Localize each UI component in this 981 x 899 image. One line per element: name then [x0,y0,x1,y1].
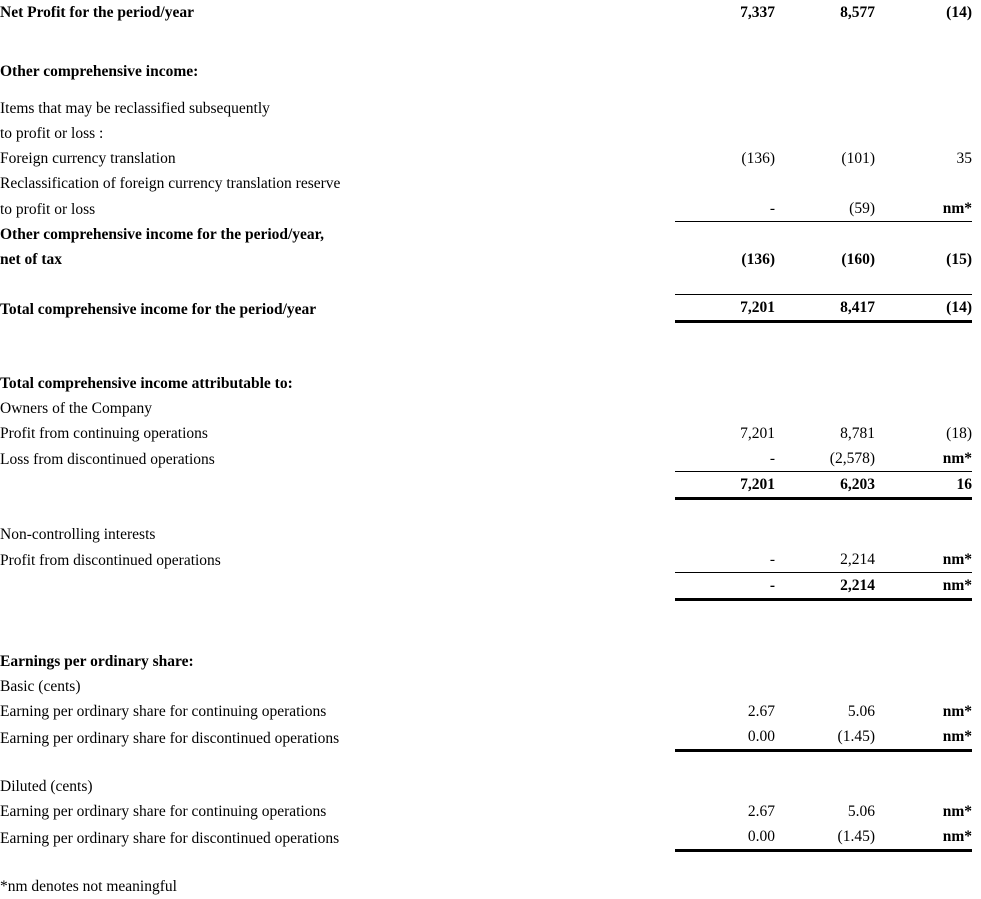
row-value-col1: 2.67 [747,703,775,720]
row-tail [972,724,981,751]
spacer-row [0,600,981,650]
table-row-basic-continuing [0,699,981,724]
row-label: Total comprehensive income attributable to: [0,375,293,392]
row-value-col2 [775,121,875,146]
spacer-cell [875,600,972,650]
row-label: Non-controlling interests [0,526,156,543]
row-tail [972,674,981,699]
row-tail [972,799,981,824]
row-label: Profit from discontinued operations [0,551,221,569]
row-value-col1 [675,59,775,84]
row-value-col1 [675,774,775,799]
table-row-oci-total-1 [0,222,981,248]
row-value-col1: 0.00 [675,724,775,751]
row-value-col1 [675,371,775,396]
row-value-col1 [675,874,775,899]
row-value-col1: - [675,196,775,222]
row-label: Other comprehensive income for the period/year, [0,226,325,243]
table-row-diluted-discontinued [0,824,981,851]
row-value-col2 [775,522,875,547]
table-row-oci-total-2 [0,247,981,272]
table-row-eps-heading [0,649,981,674]
spacer-cell [875,851,972,875]
spacer-cell [675,751,775,775]
row-value-col3: nm* [875,724,972,751]
spacer-cell [675,25,775,59]
row-tail [972,96,981,121]
table-row-footnote [0,874,981,899]
table-row-reclassification-1 [0,171,981,196]
spacer-cell [0,322,675,372]
spacer-cell [972,84,981,96]
table-row-owners-of-company [0,396,981,421]
row-value-col3: nm* [942,703,972,720]
row-tail [972,371,981,396]
spacer-cell [675,272,775,295]
row-label: Diluted (cents) [0,778,93,795]
row-tail [972,824,981,851]
row-label: to profit or loss : [0,125,104,142]
row-tail [972,121,981,146]
spacer-cell [675,851,775,875]
spacer-cell [972,751,981,775]
table-row-diluted-continuing [0,799,981,824]
row-value-col2: (59) [775,196,875,222]
row-value-col3: nm* [942,803,972,820]
row-value-col3 [875,396,972,421]
row-value-col1: - [675,573,775,600]
row-value-col1 [675,522,775,547]
row-value-col3 [875,874,972,899]
spacer-row [0,499,981,523]
row-value-col2 [775,171,875,196]
row-value-col2 [775,59,875,84]
row-value-col2: (2,578) [775,446,875,472]
row-value-col3 [875,222,972,248]
row-tail [972,699,981,724]
row-value-col3 [875,522,972,547]
table-row-diluted-heading [0,774,981,799]
spacer-row [0,322,981,372]
row-value-col2 [775,774,875,799]
row-value-col1: 0.00 [675,824,775,851]
row-value-col3: nm* [875,196,972,222]
spacer-cell [675,84,775,96]
row-value-col1 [675,674,775,699]
spacer-cell [0,600,675,650]
spacer-cell [775,25,875,59]
row-value-col2 [775,96,875,121]
row-tail [972,0,981,25]
row-value-col1 [675,222,775,248]
spacer-cell [775,272,875,295]
spacer-row [0,272,981,295]
row-value-col2 [775,371,875,396]
spacer-cell [875,272,972,295]
row-value-col2 [775,396,875,421]
table-row-owners-loss-discontinued [0,446,981,472]
spacer-cell [0,84,675,96]
row-label: Total comprehensive income for the period/year [0,300,317,318]
spacer-cell [0,272,675,295]
row-label: Foreign currency translation [0,150,176,167]
row-value-col3 [875,649,972,674]
row-value-col1 [675,121,775,146]
row-tail [972,196,981,222]
row-value-col3: (15) [946,251,972,268]
table-row-nci-subtotal [0,573,981,600]
row-tail [972,573,981,600]
row-value-col3 [875,96,972,121]
row-value-col2 [775,674,875,699]
row-tail [972,171,981,196]
spacer-cell [0,499,675,523]
row-value-col1: - [675,547,775,573]
row-value-col2: (101) [841,150,875,167]
table-row-total-comprehensive-income [0,295,981,322]
row-value-col2 [775,649,875,674]
spacer-cell [875,84,972,96]
row-tail [972,421,981,446]
row-label: Owners of the Company [0,400,152,417]
row-tail [972,59,981,84]
spacer-cell [875,25,972,59]
table-row-owners-subtotal [0,472,981,499]
spacer-cell [675,499,775,523]
row-value-col2 [775,874,875,899]
spacer-cell [0,751,675,775]
row-label: Earnings per ordinary share: [0,653,194,670]
row-label: net of tax [0,251,62,268]
spacer-cell [0,25,675,59]
row-value-col3 [875,121,972,146]
row-value-col3 [875,674,972,699]
row-label: Items that may be reclassified subsequently [0,100,270,117]
row-value-col1 [675,649,775,674]
spacer-cell [875,322,972,372]
row-value-col1: 7,201 [675,472,775,499]
table-row-reclassification-2 [0,196,981,222]
row-value-col3: (14) [875,295,972,322]
row-value-col2: 5.06 [847,703,875,720]
row-label: Basic (cents) [0,678,81,695]
spacer-row [0,84,981,96]
row-value-col1: 7,201 [675,295,775,322]
row-value-col3: 16 [875,472,972,499]
spacer-cell [972,322,981,372]
table-row-owners-profit-continuing [0,421,981,446]
table-row-oci-heading [0,59,981,84]
row-label: Other comprehensive income: [0,63,199,80]
row-label: to profit or loss [0,200,96,218]
row-tail [972,522,981,547]
row-label: Net Profit for the period/year [0,4,194,21]
row-tail [972,396,981,421]
table-row-nci-heading [0,522,981,547]
spacer-cell [0,851,675,875]
row-label: Profit from continuing operations [0,425,208,442]
footnote-text: *nm denotes not meaningful [0,878,177,895]
row-tail [972,649,981,674]
spacer-cell [775,851,875,875]
row-value-col2: 2,214 [775,547,875,573]
row-value-col2: 6,203 [775,472,875,499]
row-value-col2: (1.45) [775,824,875,851]
spacer-cell [972,499,981,523]
row-value-col3 [875,774,972,799]
row-value-col2: 2,214 [775,573,875,600]
row-tail [972,472,981,499]
spacer-cell [675,322,775,372]
spacer-cell [972,272,981,295]
row-value-col1: (136) [741,150,775,167]
row-value-col3: nm* [875,547,972,573]
table-row-attributable-heading [0,371,981,396]
row-value-col3 [875,59,972,84]
row-value-col1: 2.67 [747,803,775,820]
table-row-foreign-currency-translation [0,146,981,171]
table-row-basic-discontinued [0,724,981,751]
row-value-col3 [875,371,972,396]
row-value-col1: 7,201 [740,425,775,442]
row-tail [972,874,981,899]
spacer-cell [972,600,981,650]
row-tail [972,774,981,799]
table-row-net-profit [0,0,981,25]
table-row-items-reclassified-1 [0,96,981,121]
row-value-col3: 35 [956,150,972,167]
row-value-col1 [675,96,775,121]
spacer-cell [775,499,875,523]
row-value-col1: 7,337 [740,4,775,21]
row-label [0,573,675,600]
row-tail [972,547,981,573]
row-label: Earning per ordinary share for discontinued operations [0,829,340,847]
spacer-cell [775,84,875,96]
row-tail [972,295,981,322]
table-row-basic-heading [0,674,981,699]
row-label: Reclassification of foreign currency translation reserve [0,175,341,192]
row-value-col1 [675,396,775,421]
row-label: Earning per ordinary share for discontinued operations [0,729,340,747]
table-row-items-reclassified-2 [0,121,981,146]
row-label [0,472,675,499]
row-label: Earning per ordinary share for continuing operations [0,703,327,720]
row-label: Loss from discontinued operations [0,450,215,468]
spacer-row [0,851,981,875]
row-value-col3: (14) [946,4,972,21]
row-value-col1: - [675,446,775,472]
spacer-cell [775,322,875,372]
row-value-col2: 8,417 [775,295,875,322]
row-value-col2: 5.06 [847,803,875,820]
row-label: Earning per ordinary share for continuing operations [0,803,327,820]
spacer-cell [775,600,875,650]
row-tail [972,146,981,171]
row-value-col1: (136) [741,251,775,268]
row-value-col3: nm* [875,824,972,851]
row-value-col2 [775,222,875,248]
row-value-col3: nm* [875,446,972,472]
spacer-row [0,25,981,59]
row-value-col3: nm* [875,573,972,600]
spacer-cell [972,25,981,59]
spacer-cell [675,600,775,650]
row-value-col2: (1.45) [775,724,875,751]
row-value-col3: (18) [946,425,972,442]
table-row-nci-profit-discontinued [0,547,981,573]
row-tail [972,446,981,472]
row-value-col2: 8,577 [840,4,875,21]
spacer-cell [972,851,981,875]
row-tail [972,247,981,272]
spacer-cell [875,499,972,523]
spacer-cell [775,751,875,775]
row-value-col1 [675,171,775,196]
row-tail [972,222,981,248]
spacer-cell [875,751,972,775]
spacer-row [0,751,981,775]
row-value-col3 [875,171,972,196]
row-value-col2: 8,781 [840,425,875,442]
row-value-col2: (160) [841,251,875,268]
